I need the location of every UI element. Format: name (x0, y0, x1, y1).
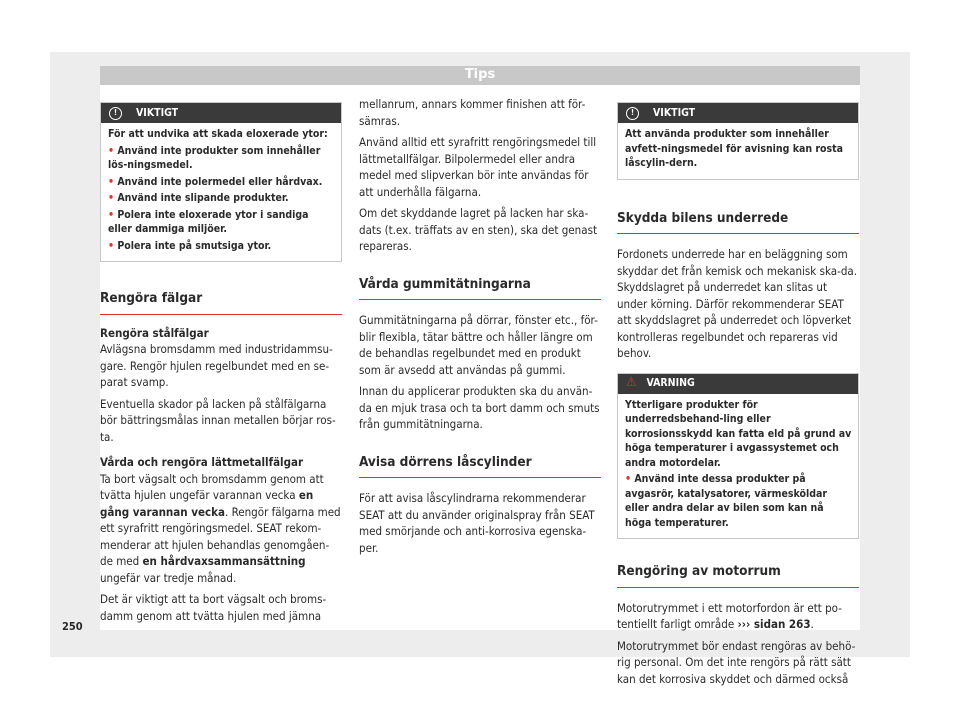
viktigt-label: VIKTIGT (653, 106, 696, 119)
column-2 (359, 96, 601, 561)
varning-header (618, 374, 858, 394)
viktigt-header (101, 103, 341, 123)
bullet-icon: • (108, 175, 118, 188)
bullet-icon: • (108, 144, 118, 157)
bullet-icon: • (108, 192, 118, 204)
section-title: Vårda gummitätningarna (359, 276, 601, 301)
section-title: Avisa dörrens låscylinder (359, 454, 601, 479)
paragraph: Motorutrymmet i ett motorfordon är ett po-tentiellt farligt område ››› sidan 263. (617, 600, 842, 631)
info-icon: ! (109, 107, 122, 120)
subheading: Rengöra stålfälgar (100, 325, 209, 340)
list-item: • Använd inte produkter som innehåller lös-ningsmedel. (108, 144, 321, 171)
paragraph: Fordonets underrede har en beläggning som skyddar det från kemisk och mekanisk ska-da. Skyddslagret på underredet kan slitas ut under körning. Därför rekommenderar SEAT att skyddslagret på underredet och löpverket kontrolleras regelbundet och repareras vid behov. (617, 247, 858, 360)
chapter-header-bar (100, 66, 860, 85)
viktigt-text: Att använda produkter som innehåller avfett-ningsmedel för avisning kan rosta låscylin-dern. (625, 128, 844, 169)
list-item: • Polera inte på smutsiga ytor. (108, 239, 272, 252)
viktigt-body (618, 123, 858, 179)
viktigt-box-2 (617, 102, 859, 180)
list-item: • Använd inte slipande produkter. (108, 192, 289, 204)
paragraph: Gummitätningarna på dörrar, fönster etc., för-blir flexibla, tätar bättre och håller längre om de behandlas regelbundet med en produkt som är avsedd att användas på gummi. (359, 313, 598, 377)
bullet-icon: • (625, 473, 635, 485)
varning-box (617, 373, 859, 540)
paragraph: mellanrum, annars kommer finishen att för-sämras. (359, 97, 586, 128)
list-item: • Använd inte polermedel eller hårdvax. (108, 175, 323, 188)
column-3 (617, 102, 859, 692)
paragraph: Använd alltid ett syrafritt rengöringsmedel till lättmetallfälgar. Bilpolermedel eller andra medel med slipverkan bör inte användas för att underhålla fälgarna. (359, 135, 597, 199)
list-item: • Använd inte dessa produkter på avgasrör, katalysatorer, värmesköldar eller andra delar av bilen som kan nå höga temperaturer. (625, 473, 828, 529)
viktigt-label: VIKTIGT (136, 106, 179, 119)
page-number: 250 (62, 620, 83, 633)
warning-icon: ⚠ (626, 375, 637, 391)
section-title: Skydda bilens underrede (617, 210, 859, 235)
bullet-icon: • (108, 239, 118, 252)
chapter-title: Tips (464, 67, 496, 82)
viktigt-body (101, 123, 341, 261)
varning-body (618, 394, 858, 539)
section-title: Rengöra fälgar (100, 290, 342, 315)
info-icon: ! (626, 107, 639, 120)
paragraph: Ta bort vägsalt och bromsdamm genom att tvätta hjulen ungefär varannan vecka en gång varannan vecka. Rengör fälgarna med ett syrafritt rengöringsmedel. SEAT rekom-menderar att hjulen behandlas genomgåen-de med en hårdvaxsammansättning ungefär var tredje månad. (100, 471, 341, 585)
page-reference-link[interactable]: ››› sidan 263 (737, 617, 811, 631)
paragraph: Motorutrymmet bör endast rengöras av behö-rig personal. Om det inte rengörs på rätt sätt kan det korrosiva skyddet och därmed också (617, 638, 856, 686)
bullet-icon: • (108, 208, 118, 221)
paragraph: Det är viktigt att ta bort vägsalt och broms-damm genom att tvätta hjulen med jämna (100, 592, 327, 623)
viktigt-intro: För att undvika att skada eloxerade ytor: (108, 128, 328, 140)
paragraph: Avlägsna bromsdamm med industridammsu-gare. Rengör hjulen regelbundet med en se-parat svamp. (100, 342, 333, 389)
paragraph: Om det skyddande lagret på lacken har ska-dats (t.ex. träffats av en sten), ska det genast repareras. (359, 206, 598, 253)
column-1 (100, 102, 342, 629)
paragraph: Eventuella skador på lacken på stålfälgarna bör bättringsmålas innan metallen börjar ros-ta. (100, 396, 336, 444)
subheading: Vårda och rengöra lättmetallfälgar (100, 455, 304, 469)
paragraph: Innan du applicerar produkten ska du använ-da en mjuk trasa och ta bort damm och smuts från gummitätningarna. (359, 384, 600, 431)
varning-label: VARNING (646, 377, 695, 390)
section-title: Rengöring av motorrum (617, 563, 859, 588)
varning-intro: Ytterligare produkter för underredsbehand-ling eller korrosionsskydd kan fatta eld på grund av höga temperaturer i avgassystemet och andra motordelar. (625, 398, 852, 469)
list-item: • Polera inte eloxerade ytor i sandiga eller dammiga miljöer. (108, 208, 309, 235)
viktigt-header (618, 103, 858, 123)
viktigt-box-1 (100, 102, 342, 262)
paragraph: För att avisa låscylindrarna rekommenderar SEAT att du använder originalspray från SEAT med smörjande och anti-korrosiva egenska-per. (359, 491, 595, 555)
